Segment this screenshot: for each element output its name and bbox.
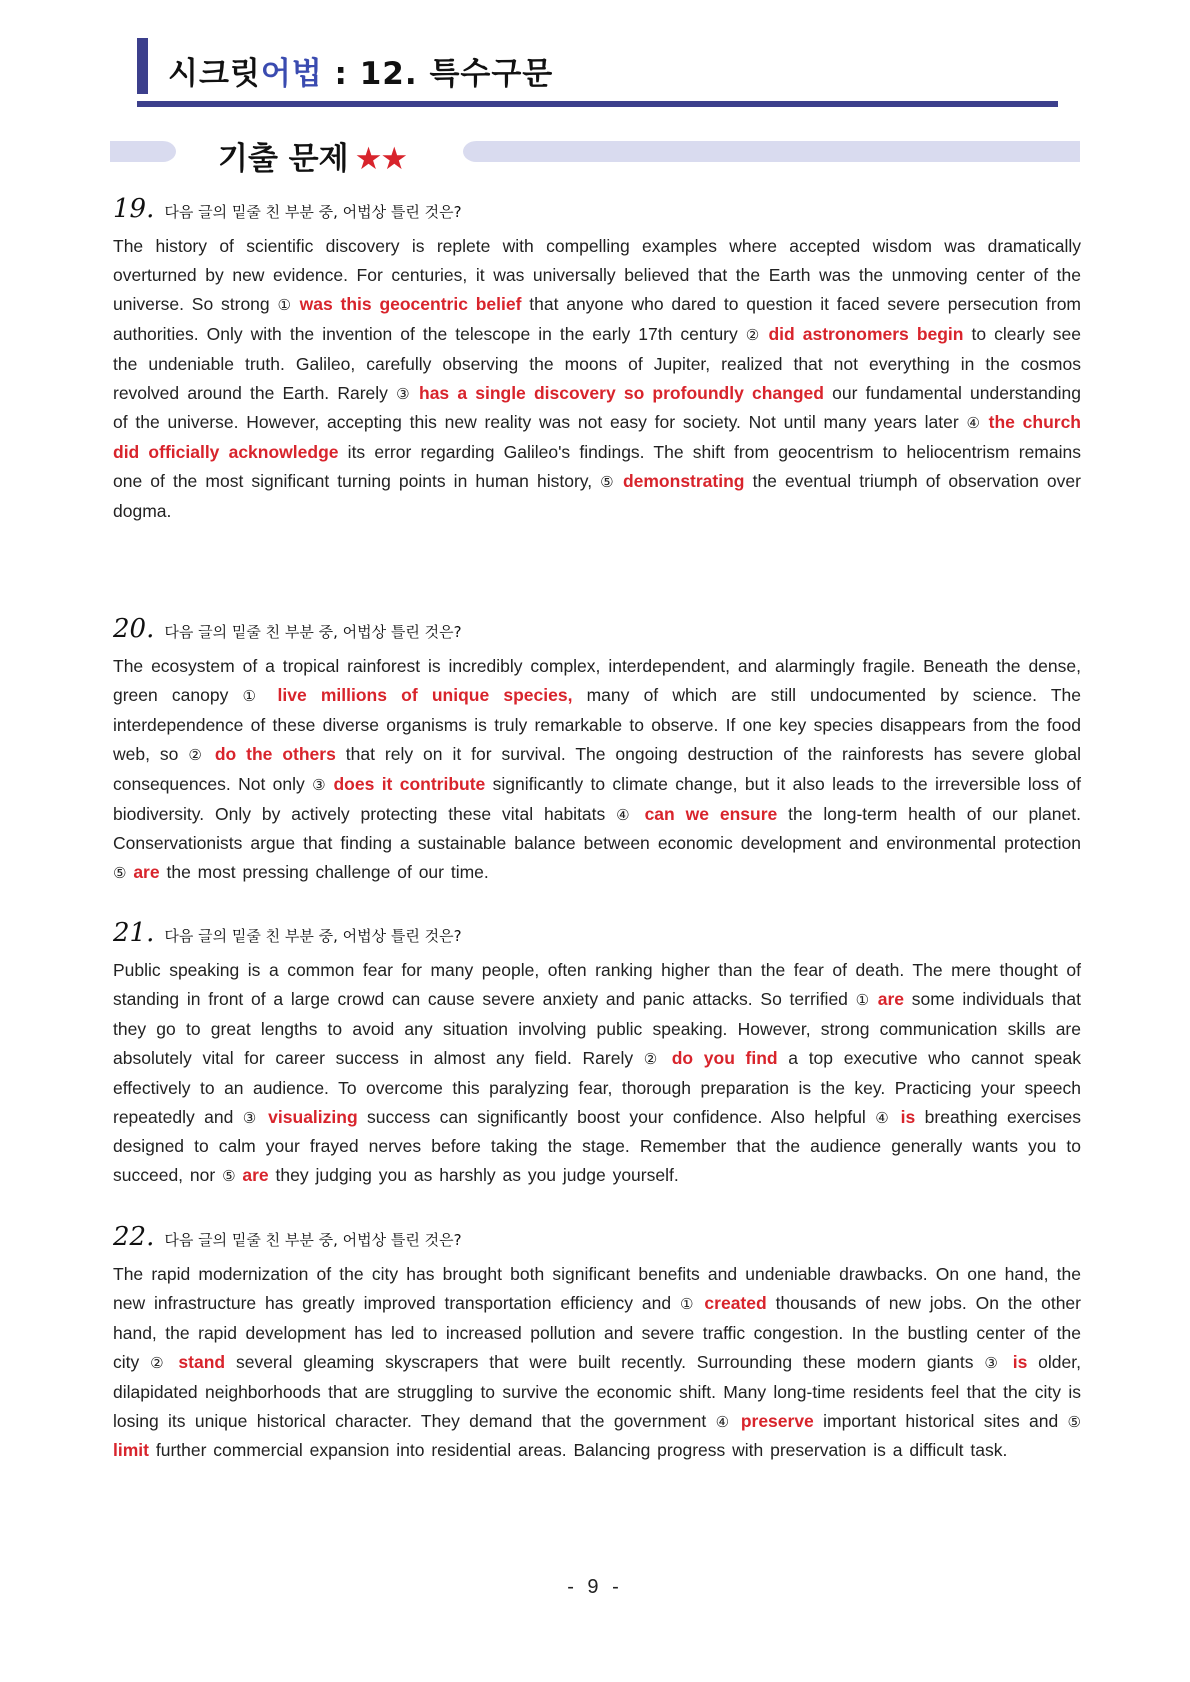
answer-choice-text: do you find bbox=[671, 1047, 778, 1068]
passage-text: the eventual triumph of observation over dogma. bbox=[113, 471, 1081, 522]
choice-marker: ④ bbox=[616, 805, 634, 824]
choice-marker: ① bbox=[277, 295, 292, 314]
star-icon: ★★ bbox=[354, 141, 407, 177]
question-header bbox=[113, 194, 1081, 228]
question-header bbox=[113, 614, 1081, 648]
question-passage bbox=[113, 652, 1081, 888]
question-19 bbox=[113, 194, 1081, 526]
passage-text bbox=[205, 744, 215, 764]
choice-marker: ③ bbox=[984, 1353, 1002, 1372]
choice-marker: ④ bbox=[715, 1412, 732, 1431]
choice-marker: ② bbox=[643, 1049, 662, 1068]
answer-choice-text: demonstrating bbox=[622, 471, 745, 492]
answer-choice-text: limit bbox=[113, 1440, 149, 1461]
section-band-left bbox=[110, 141, 176, 162]
choice-marker: ② bbox=[150, 1353, 168, 1372]
passage-text bbox=[263, 685, 277, 705]
section-title bbox=[218, 133, 406, 178]
question-header bbox=[113, 1222, 1081, 1256]
passage-text bbox=[615, 471, 623, 491]
page-title bbox=[168, 48, 553, 93]
passage-text: breathing exercises designed to calm your frayed nerves before taking the stage. Remember that the audience generally wants you to succeed, nor bbox=[113, 1106, 1081, 1186]
passage-text: our fundamental understanding of the universe. However, accepting this new reality was not easy for society. Not until many years later bbox=[113, 382, 1081, 433]
answer-choice-text: created bbox=[704, 1292, 767, 1313]
question-header bbox=[113, 918, 1081, 952]
answer-choice-text: does it contribute bbox=[333, 773, 486, 794]
question-passage bbox=[113, 956, 1081, 1191]
title-part-1: 시크릿 bbox=[168, 56, 261, 92]
choice-marker: ② bbox=[188, 745, 205, 764]
passage-text: The rapid modernization of the city has brought both significant benefits and undeniable drawbacks. On one hand, the new infrastructure has greatly improved transportation efficiency and bbox=[113, 1264, 1081, 1313]
passage-text: the long-term health of our planet. Conservationists argue that finding a sustainable balance between economic development and environmental protection bbox=[113, 803, 1081, 854]
choice-marker: ③ bbox=[312, 775, 327, 794]
section-title-text: 기출 문제 bbox=[218, 141, 349, 177]
question-21 bbox=[113, 918, 1081, 1191]
passage-text: thousands of new jobs. On the other hand, the rapid development has led to increased pollution and severe traffic congestion. In the bustling center of the city bbox=[113, 1292, 1081, 1372]
answer-choice-text: stand bbox=[178, 1351, 226, 1372]
passage-text bbox=[634, 804, 645, 824]
choice-marker: ④ bbox=[875, 1108, 892, 1127]
choice-marker: ① bbox=[680, 1294, 696, 1313]
question-number: 21. bbox=[113, 918, 155, 948]
answer-choice-text: did astronomers begin bbox=[768, 323, 964, 344]
page-number: - 9 - bbox=[567, 1576, 623, 1598]
passage-text: further commercial expansion into residential areas. Balancing progress with preservation is a difficult task. bbox=[148, 1440, 1008, 1461]
passage-text: to clearly see the undeniable truth. Galileo, carefully observing the moons of Jupiter, realized that not everything in the cosmos revolved around the Earth. Rarely bbox=[113, 323, 1081, 403]
passage-text bbox=[661, 1048, 672, 1068]
title-part-2: 어법 bbox=[260, 56, 323, 92]
passage-text: important historical sites and bbox=[813, 1410, 1068, 1431]
passage-text bbox=[292, 294, 300, 314]
passage-text: The history of scientific discovery is replete with compelling examples where accepted wisdom was dramatically overturned by new evidence. For centuries, it was universally believed that the Earth was the unmoving center of the universe. So strong bbox=[113, 236, 1081, 314]
choice-marker: ⑤ bbox=[222, 1167, 236, 1186]
passage-text bbox=[870, 989, 878, 1009]
passage-text bbox=[731, 1411, 740, 1431]
passage-text bbox=[259, 1107, 268, 1127]
passage-text: several gleaming skyscrapers that were built recently. Surrounding these modern giants bbox=[225, 1351, 985, 1372]
question-prompt: 다음 글의 밑줄 친 부분 중, 어법상 틀린 것은? bbox=[164, 623, 462, 641]
passage-text bbox=[981, 412, 989, 432]
passage-text: many of which are still undocumented by science. The interdependence of these diverse organisms is truly remarkable to observe. If one key species disappears from the food web, so bbox=[113, 684, 1081, 764]
question-passage bbox=[113, 1260, 1081, 1465]
passage-text bbox=[168, 1352, 179, 1372]
question-number: 22. bbox=[113, 1222, 155, 1252]
passage-text: significantly to climate change, but it also leads to the irreversible loss of biodiversity. Only by actively protecting these vital habitats bbox=[113, 773, 1081, 824]
passage-text bbox=[411, 383, 419, 403]
passage-text: some individuals that they go to great lengths to avoid any situation involving public speaking. However, strong communication skills are absolutely vital for career success in almost any field. Rarely bbox=[113, 988, 1081, 1068]
answer-choice-text: live millions of unique species, bbox=[277, 684, 573, 705]
question-prompt: 다음 글의 밑줄 친 부분 중, 어법상 틀린 것은? bbox=[164, 203, 462, 221]
passage-text: older, dilapidated neighborhoods that are struggling to survive the economic shift. Many long-time residents feel that the city is losing its unique historical character. They demand that the government bbox=[113, 1351, 1081, 1431]
passage-text bbox=[1002, 1352, 1013, 1372]
header-accent-bar bbox=[137, 38, 148, 94]
choice-marker: ⑤ bbox=[113, 864, 127, 883]
choice-marker: ① bbox=[242, 686, 264, 705]
answer-choice-text: has a single discovery so profoundly changed bbox=[419, 382, 824, 403]
question-22 bbox=[113, 1222, 1081, 1465]
title-part-3: : 12. 특수구문 bbox=[322, 56, 554, 92]
choice-marker: ③ bbox=[242, 1108, 259, 1127]
answer-choice-text: are bbox=[133, 862, 160, 883]
answer-choice-text: can we ensure bbox=[644, 803, 778, 824]
passage-text: they judging you as harshly as you judge yourself. bbox=[268, 1165, 679, 1186]
answer-choice-text: preserve bbox=[740, 1410, 814, 1431]
question-prompt: 다음 글의 밑줄 친 부분 중, 어법상 틀린 것은? bbox=[164, 927, 462, 945]
answer-choice-text: is bbox=[1012, 1351, 1028, 1372]
answer-choice-text: the church did officially acknowledge bbox=[113, 412, 1081, 463]
choice-marker: ⑤ bbox=[600, 473, 615, 492]
choice-marker: ⑤ bbox=[1067, 1412, 1081, 1431]
question-20 bbox=[113, 614, 1081, 888]
question-number: 19. bbox=[113, 194, 155, 224]
passage-text: that anyone who dared to question it faced severe persecution from authorities. Only with the invention of the telescope in the early 17th century bbox=[113, 293, 1082, 344]
passage-text: success can significantly boost your confidence. Also helpful bbox=[357, 1106, 876, 1127]
passage-text: the most pressing challenge of our time. bbox=[159, 862, 489, 883]
answer-choice-text: was this geocentric belief bbox=[299, 293, 522, 314]
question-passage bbox=[113, 232, 1081, 526]
answer-choice-text: are bbox=[877, 988, 905, 1009]
header-rule bbox=[137, 101, 1058, 107]
answer-choice-text: are bbox=[242, 1165, 269, 1186]
passage-text: a top executive who cannot speak effectively to an audience. To overcome this paralyzing fear, thorough preparation is the key. Practicing your speech repeatedly and bbox=[113, 1047, 1081, 1127]
question-number: 20. bbox=[113, 614, 155, 644]
choice-marker: ③ bbox=[396, 384, 411, 403]
passage-text: its error regarding Galileo's findings. The shift from geocentrism to heliocentrism remains one of the most significant turning points in human history, bbox=[113, 442, 1081, 492]
section-band-right bbox=[463, 141, 1080, 162]
passage-text: The ecosystem of a tropical rainforest is incredibly complex, interdependent, and alarmingly fragile. Beneath the dense, green canopy bbox=[113, 656, 1081, 705]
answer-choice-text: visualizing bbox=[268, 1106, 358, 1127]
choice-marker: ④ bbox=[966, 414, 981, 433]
answer-choice-text: is bbox=[900, 1106, 916, 1127]
choice-marker: ② bbox=[745, 325, 761, 344]
passage-text: Public speaking is a common fear for many people, often ranking higher than the fear of death. The mere thought of standing in front of a large crowd can cause severe anxiety and panic attacks. So terrified bbox=[113, 960, 1081, 1009]
choice-marker: ① bbox=[855, 990, 871, 1009]
passage-text: that rely on it for survival. The ongoing destruction of the rainforests has severe global consequences. Not only bbox=[113, 743, 1081, 794]
passage-text bbox=[891, 1107, 900, 1127]
answer-choice-text: do the others bbox=[214, 743, 336, 764]
question-prompt: 다음 글의 밑줄 친 부분 중, 어법상 틀린 것은? bbox=[164, 1231, 462, 1249]
